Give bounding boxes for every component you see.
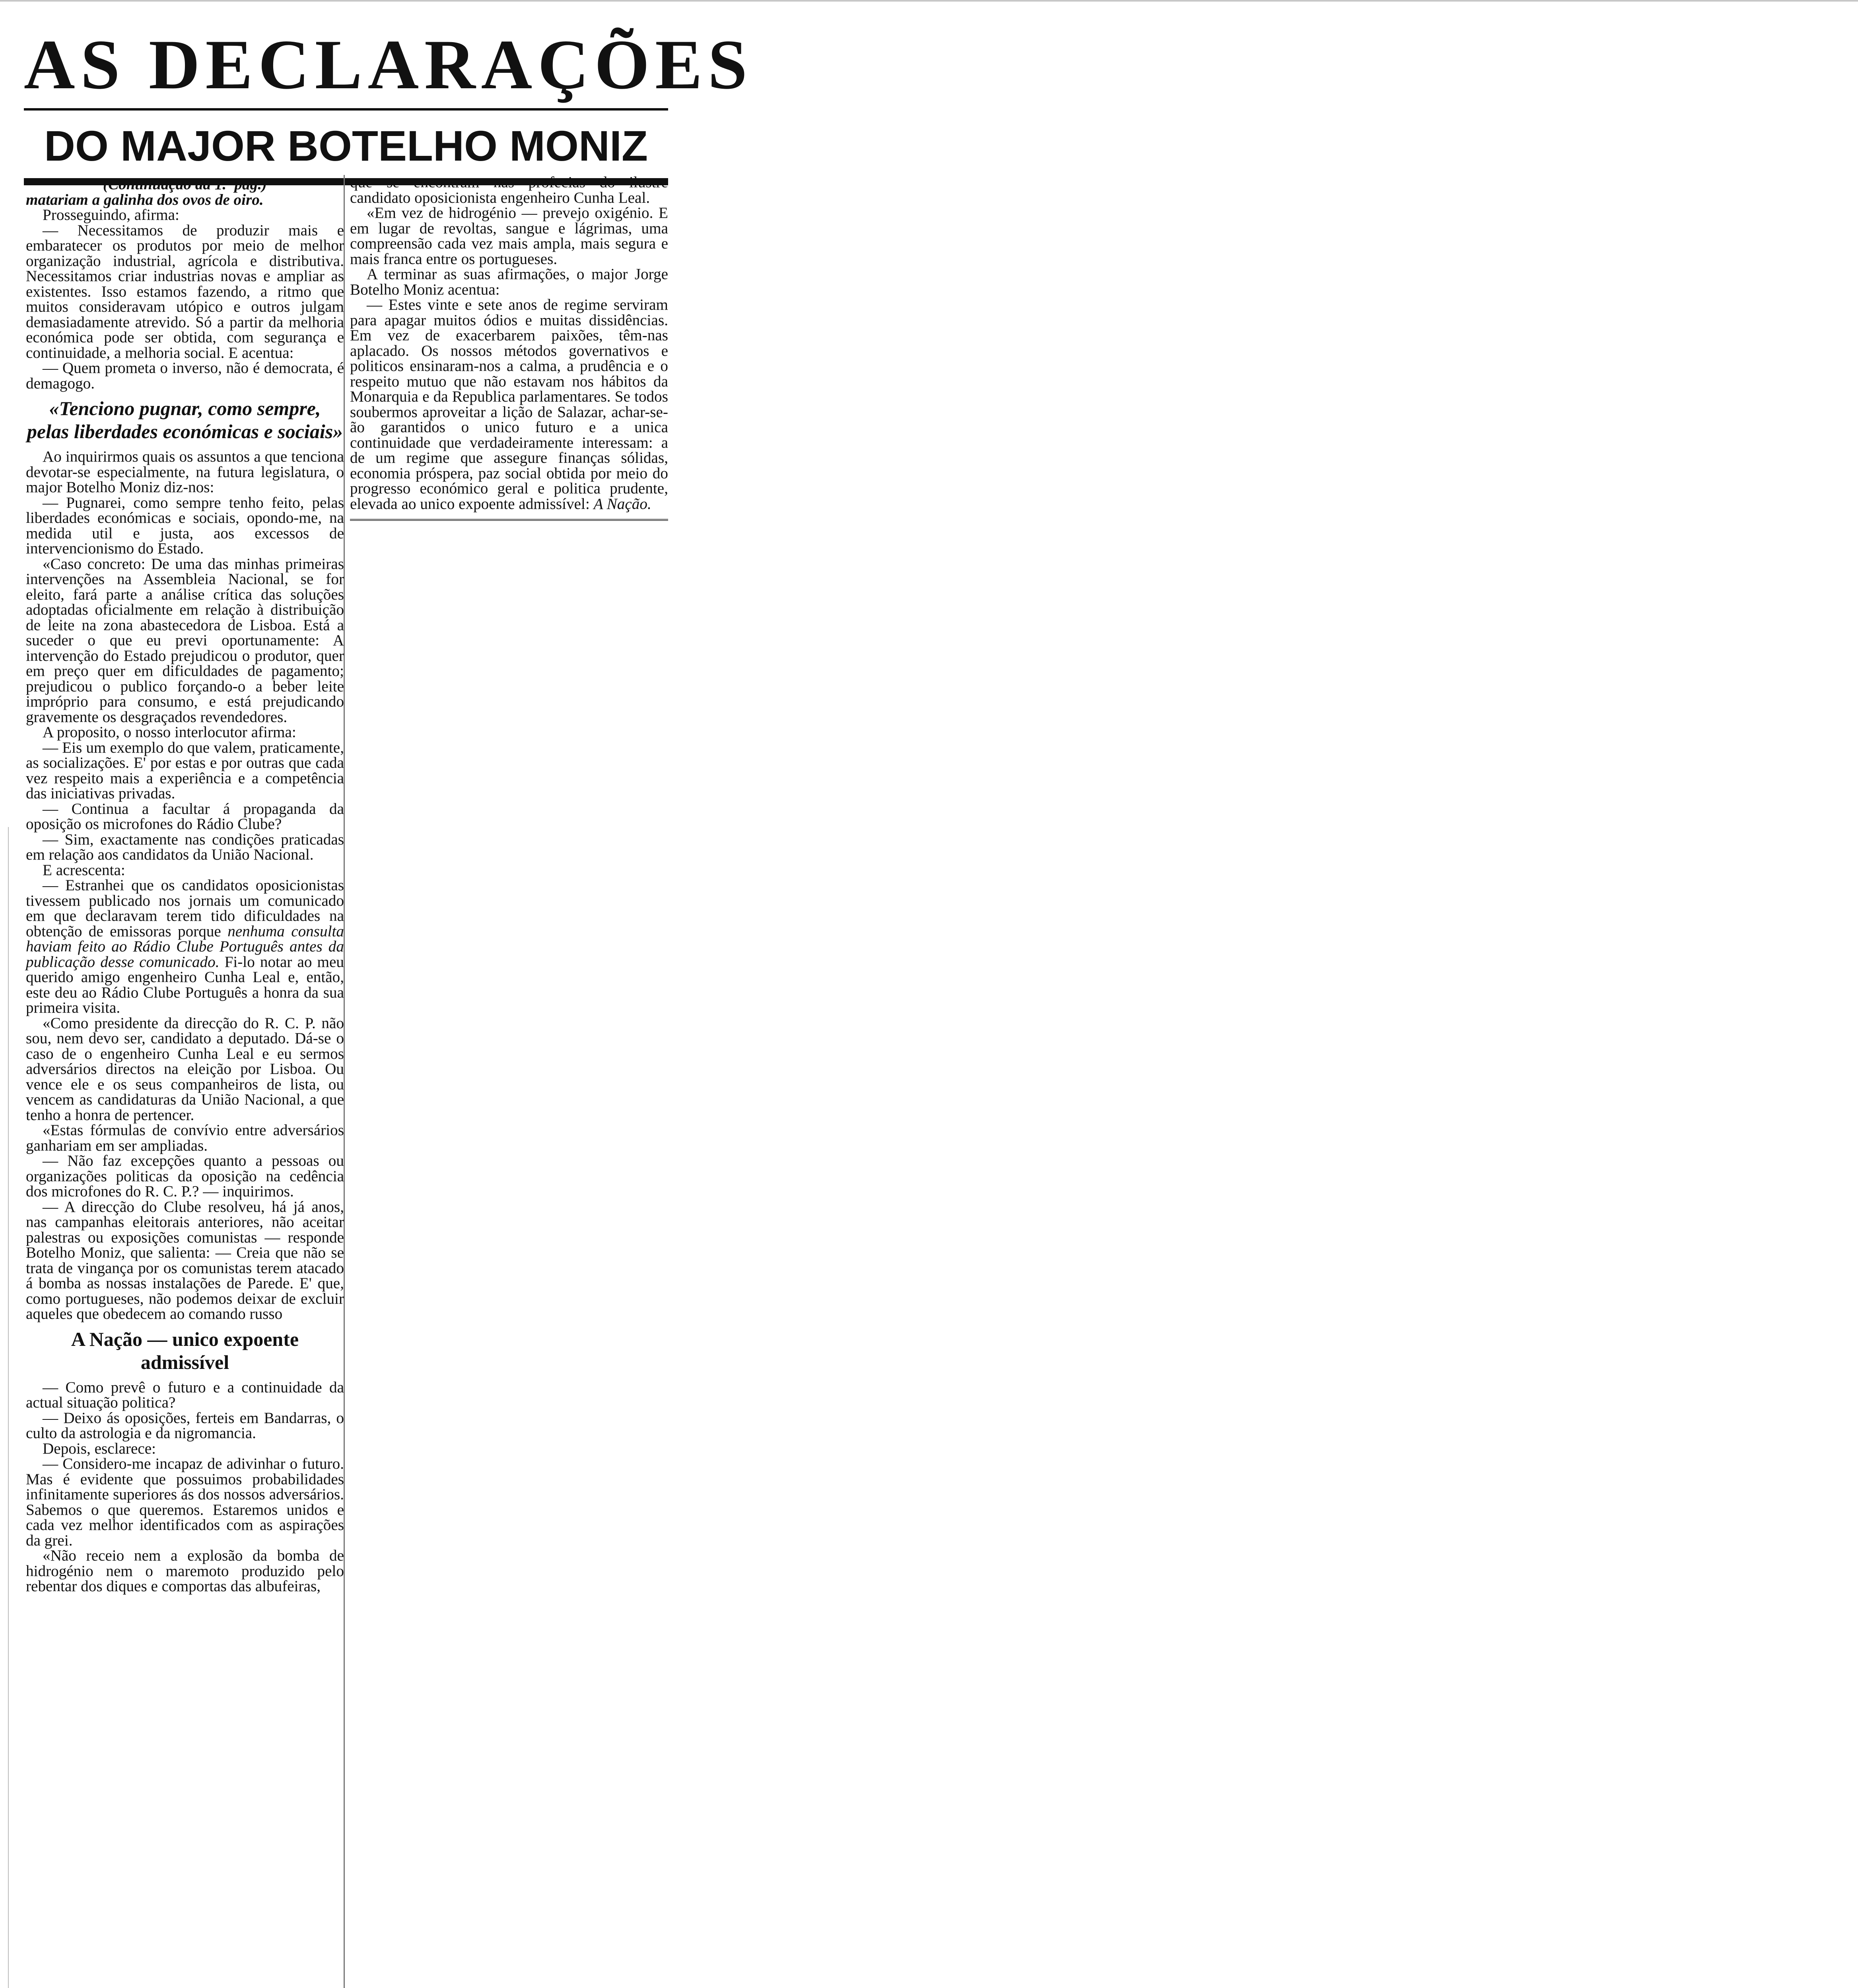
paragraph: Ao inquirirmos quais os assuntos a que tenciona devotar-se especialmente, na futura legislatura, o major Botelho Moniz diz-nos: bbox=[26, 448, 344, 496]
paragraph: A proposito, o nosso interlocutor afirma: bbox=[43, 724, 296, 741]
paragraph: — Continua a facultar á propaganda da oposição os microfones do Rádio Clube? bbox=[26, 800, 344, 833]
paragraph: — Considero-me incapaz de adivinhar o futuro. Mas é evidente que possuimos probabilidades infinitamente superiores ás dos nossos adversários. Sabemos o que queremos. Estaremos unidos e cada vez melhor identificados com as aspirações da grei. bbox=[26, 1455, 344, 1549]
paragraph: — Não faz excepções quanto a pessoas ou organizações politicas da oposição na cedência dos microfones do R. C. P.? — inquirimos. bbox=[26, 1152, 344, 1200]
italic-run: A Nação. bbox=[593, 495, 651, 513]
paragraph: A terminar as suas afirmações, o major Jorge Botelho Moniz acentua: bbox=[350, 266, 668, 298]
continuation-note: (Continuação da 1.ª pág.) bbox=[103, 176, 267, 193]
text-run: Fi-lo notar ao meu querido amigo engenheiro Cunha Leal e, então, este deu ao Rádio Clube Português a honra da sua primeira visita. bbox=[26, 953, 344, 1016]
paragraph: «Em vez de hidrogénio — prevejo oxigénio. E em lugar de revoltas, sangue e lágrimas, uma compreensão cada vez mais ampla, mais segura e mais franca entre os portugueses. bbox=[350, 204, 668, 268]
paragraph: — A direcção do Clube resolveu, há já anos, nas campanhas eleitorais anteriores, não aceitar palestras ou exposições comunistas — responde Botelho Moniz, que salienta: — Creia que não se trata de vingança por os comunistas terem atacado á bomba as nossas instalações de Parede. E' que, como portugueses, não podemos deixar de excluir aqueles que obedecem ao comando russo bbox=[26, 1198, 344, 1322]
scan-margin-line bbox=[8, 827, 9, 1988]
paragraph: E acrescenta: bbox=[43, 861, 125, 879]
column-right bbox=[350, 175, 668, 526]
headline-rule bbox=[24, 108, 668, 111]
paragraph: — Pugnarei, como sempre tenho feito, pelas liberdades económicas e sociais, opondo-me, na medida util e justa, aos excessos de intervencionismo do Estado. bbox=[26, 494, 344, 557]
paragraph: — Deixo ás oposições, ferteis em Bandarras, o culto da astrologia e da nigromancia. bbox=[26, 1409, 344, 1442]
paragraph: — Sim, exactamente nas condições praticadas em relação aos candidatos da União Nacional. bbox=[26, 831, 344, 863]
end-of-article-rule bbox=[350, 519, 668, 526]
paragraph: Depois, esclarece: bbox=[43, 1440, 156, 1457]
paragraph bbox=[26, 878, 344, 1016]
paragraph: «Caso concreto: De uma das minhas primeiras intervenções na Assembleia Nacional, se for eleito, fará parte a análise crítica das soluções adoptadas oficialmente em relação à distribuição de leite na zona abastecedora de Lisboa. Está a suceder o que eu previ oportunamente: A intervenção do Estado prejudicou o produtor, quer em preço quer em dificuldades de pagamento; prejudicou o publico forçando-o a beber leite impróprio para consumo, e está prejudicando gravemente os desgraçados revendedores. bbox=[26, 555, 344, 726]
paragraph: que se encontram nas profecias do ilustre candidato oposicionista engenheiro Cunha Leal. bbox=[350, 174, 668, 206]
text-run: — Estes vinte e sete anos de regime serviram para apagar muitos ódios e muitas dissidências. Em vez de exacerbarem paixões, têm-nas aplacado. Os nossos métodos governativos e politicos ensinaram-nos a calma, a prudência e o respeito mutuo que não estavam nos hábitos da Monarquia e da Republica parlamentares. Se todos soubermos aproveitar a lição de Salazar, achar-se-ão garantidos o unico futuro e a unica continuidade que verdadeiramente interessam: a de um regime que assegure finanças sólidas, economia próspera, paz social obtida por meio do progresso económico geral e politica prudente, elevada ao unico expoente admissível: bbox=[350, 296, 668, 513]
article-header bbox=[24, 25, 753, 185]
paragraph: — Quem prometa o inverso, não é democrata, é demagogo. bbox=[26, 359, 344, 392]
paragraph: matariam a galinha dos ovos de oiro. bbox=[26, 191, 264, 208]
subheadline: DO MAJOR BOTELHO MONIZ bbox=[44, 122, 648, 170]
column-left bbox=[26, 177, 344, 1594]
paragraph: «Não receio nem a explosão da bomba de hidrogénio nem o maremoto produzido pelo rebentar dos diques e comportas das albufeiras, bbox=[26, 1547, 344, 1595]
headline: AS DECLARAÇÕES bbox=[24, 25, 753, 104]
paragraph: — Necessitamos de produzir mais e embaratecer os produtos por meio de melhor organização industrial, agrícola e distributiva. Necessitamos criar industrias novas e ampliar as existentes. Isso estamos fazendo, a ritmo que muitos consideravam utópico e outros julgam demasiadamente atrevido. Só a partir da melhoria económica pode ser obtida, com segurança e continuidade, a melhoria social. E acentua: bbox=[26, 221, 344, 361]
scan-edge bbox=[0, 0, 1858, 2]
italic-run: nenhuma consulta haviam feito ao Rádio Clube Português antes da publicação desse comunicado. bbox=[26, 922, 344, 971]
paragraph: — Eis um exemplo do que valem, praticamente, as socializações. E' por estas e por outras que cada vez respeito mais a experiência e a competência das iniciativas privadas. bbox=[26, 739, 344, 802]
paragraph: — Como prevê o futuro e a continuidade da actual situação politica? bbox=[26, 1378, 344, 1411]
paragraph: Prosseguindo, afirma: bbox=[43, 206, 179, 223]
paragraph: «Como presidente da direcção do R. C. P. não sou, nem devo ser, candidato a deputado. Dá-se o caso de o engenheiro Cunha Leal e eu sermos adversários directos na eleição por Lisboa. Ou vence ele e os seus companheiros de lista, ou vencem as candidaturas da União Nacional, a que tenho a honra de pertencer. bbox=[26, 1014, 344, 1124]
paragraph bbox=[350, 297, 668, 512]
text-run: — Estranhei que os candidatos oposicionistas tivessem publicado nos jornais um comunicado em que declaravam terem tido dificuldades na obtenção de emissoras porque bbox=[26, 877, 344, 940]
section-subhead: A Nação — unico expoente admissível bbox=[71, 1328, 299, 1373]
paragraph: «Estas fórmulas de convívio entre adversários ganhariam em ser ampliadas. bbox=[26, 1122, 344, 1154]
section-subhead: «Tenciono pugnar, como sempre, pelas liberdades económicas e sociais» bbox=[27, 397, 343, 443]
